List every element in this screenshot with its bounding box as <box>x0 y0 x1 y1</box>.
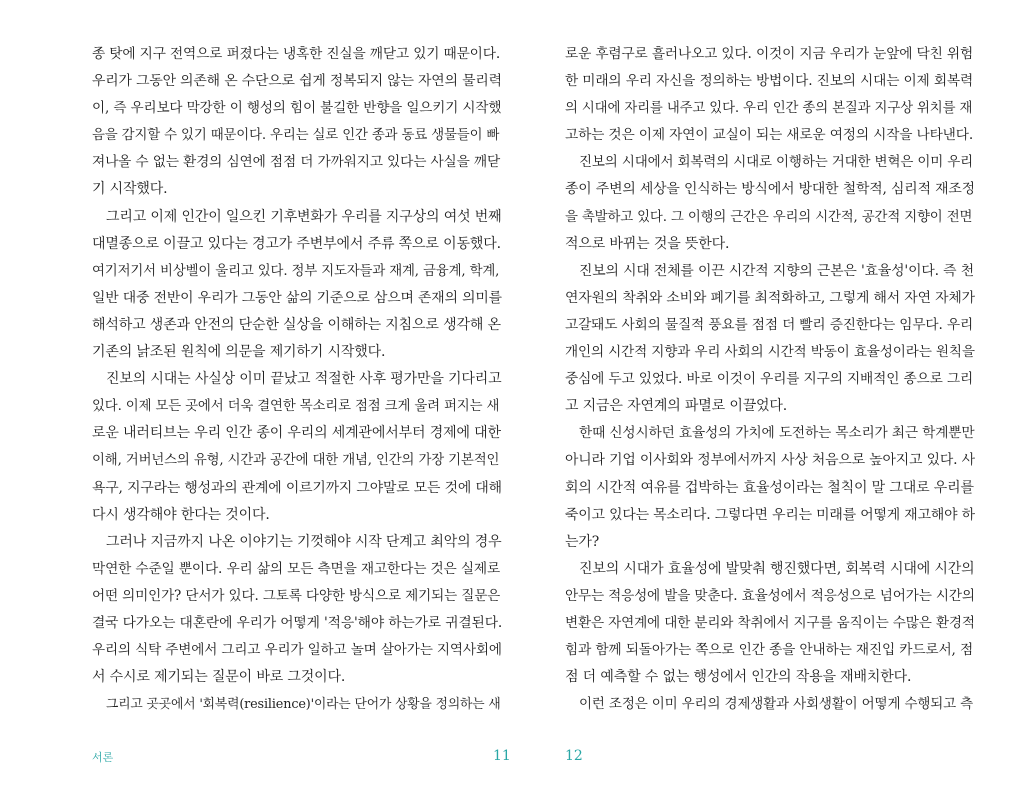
text-line: 결국 다가오는 대혼란에 우리가 어떻게 '적응'해야 하는가로 귀결된다. <box>92 614 503 631</box>
text-line: 점 더 예측할 수 없는 행성에서 인간의 작용을 재배치한다. <box>565 669 912 686</box>
text-line: 다시 생각해야 한다는 것이다. <box>92 506 270 523</box>
text-line: 종 탓에 지구 전역으로 퍼졌다는 냉혹한 진실을 깨닫고 있기 때문이다. <box>92 46 501 62</box>
text-line: 일반 대중 전반이 우리가 그동안 삶의 기준으로 삼으며 존재의 의미를 <box>92 289 502 306</box>
text-line: 대멸종으로 이끌고 있다는 경고가 주변부에서 주류 쪽으로 이동했다. <box>92 235 501 252</box>
text-line: 기 시작했다. <box>92 181 168 198</box>
page-number-right: 12 <box>565 748 583 764</box>
text-line: 진보의 시대 전체를 이끈 시간적 지향의 근본은 '효율성'이다. 즉 천 <box>579 262 974 279</box>
text-line: 한 미래의 우리 자신을 정의하는 방법이다. 진보의 시대는 이제 회복력 <box>565 73 974 90</box>
text-line: 진보의 시대에서 회복력의 시대로 이행하는 거대한 변혁은 이미 우리 <box>579 154 974 171</box>
right-page-text-column <box>565 41 975 718</box>
text-line: 우리가 그동안 의존해 온 수단으로 쉽게 정복되지 않는 자연의 물리력 <box>92 73 502 90</box>
text-line: 욕구, 지구라는 행성과의 관계에 이르기까지 그야말로 모든 것에 대해 <box>92 479 502 496</box>
text-line: 진보의 시대가 효율성에 발맞춰 행진했다면, 회복력 시대에 시간의 <box>579 560 975 577</box>
text-line: 고갈돼도 사회의 물질적 풍요를 점점 더 빨리 증진한다는 임무다. 우리 <box>565 316 974 333</box>
text-line: 한때 신성시하던 효율성의 가치에 도전하는 목소리가 최근 학계뿐만 <box>579 425 975 442</box>
text-line: 의 시대에 자리를 내주고 있다. 우리 인간 종의 본질과 지구상 위치를 재 <box>565 101 973 117</box>
text-line: 져나올 수 없는 환경의 심연에 점점 더 가까워지고 있다는 사실을 깨닫 <box>92 154 501 171</box>
left-page <box>0 0 514 808</box>
text-line: 고 지금은 자연계의 파멸로 이끌었다. <box>565 398 788 415</box>
text-line: 고하는 것은 이제 자연이 교실이 되는 새로운 여정의 시작을 나타낸다. <box>565 127 974 144</box>
text-line: 이해, 거버넌스의 유형, 시간과 공간에 대한 개념, 인간의 가장 기본적인 <box>92 453 500 469</box>
text-line: 아니라 기업 이사회와 정부에서까지 사상 처음으로 높아지고 있다. 사 <box>565 452 975 469</box>
text-line: 적으로 바뀌는 것을 뜻한다. <box>565 235 730 252</box>
left-page-text-column <box>92 41 502 718</box>
text-line: 서 수시로 제기되는 질문이 바로 그것이다. <box>92 669 346 686</box>
text-line: 로운 내러티브는 우리 인간 종이 우리의 세계관에서부터 경제에 대한 <box>92 425 501 442</box>
text-line: 이런 조정은 이미 우리의 경제생활과 사회생활이 어떻게 수행되고 측 <box>579 696 974 713</box>
text-line: 그리고 곳곳에서 '회복력(resilience)'이라는 단어가 상황을 정의하는 새 <box>106 697 501 713</box>
right-page <box>515 0 1029 808</box>
text-line: 우리의 식탁 주변에서 그리고 우리가 일하고 놀며 살아가는 지역사회에 <box>92 642 502 659</box>
text-line: 연자원의 착취와 소비와 폐기를 최적화하고, 그렇게 해서 자연 자체가 <box>565 289 975 306</box>
text-line: 진보의 시대는 사실상 이미 끝났고 적절한 사후 평가만을 기다리고 <box>106 371 502 388</box>
text-line: 종이 주변의 세상을 인식하는 방식에서 방대한 철학적, 심리적 재조정 <box>565 181 975 198</box>
text-line: 는가? <box>565 533 600 550</box>
text-line: 중심에 두고 있었다. 바로 이것이 우리를 지구의 지배적인 종으로 그리 <box>565 371 974 388</box>
text-line: 변환은 자연계에 대한 분리와 착취에서 지구를 움직이는 수많은 환경적 <box>565 614 975 631</box>
text-line: 있다. 이제 모든 곳에서 더욱 결연한 목소리로 점점 크게 울려 퍼지는 새 <box>92 399 500 415</box>
text-line: 여기저기서 비상벨이 울리고 있다. 정부 지도자들과 재계, 금융계, 학계, <box>92 263 500 279</box>
text-line: 그리고 이제 인간이 일으킨 기후변화가 우리를 지구상의 여섯 번째 <box>106 208 502 225</box>
text-line: 을 촉발하고 있다. 그 이행의 근간은 우리의 시간적, 공간적 지향이 전면 <box>565 209 973 225</box>
text-line: 로운 후렴구로 흘러나오고 있다. 이것이 지금 우리가 눈앞에 닥친 위험 <box>565 46 974 62</box>
text-line: 막연한 수준일 뿐이다. 우리 삶의 모든 측면을 재고한다는 것은 실제로 <box>92 560 501 577</box>
text-line: 안무는 적응성에 발을 맞춘다. 효율성에서 적응성으로 넘어가는 시간의 <box>565 587 975 604</box>
running-head: 서론 <box>92 751 114 764</box>
text-line: 죽이고 있다는 목소리다. 그렇다면 우리는 미래를 어떻게 재고해야 하 <box>565 506 975 523</box>
text-line: 그러나 지금까지 나온 이야기는 기껏해야 시작 단계고 최악의 경우 <box>106 533 502 550</box>
text-line: 음을 감지할 수 있기 때문이다. 우리는 실로 인간 종과 동료 생물들이 빠 <box>92 128 500 144</box>
text-line: 힘과 함께 되돌아가는 쪽으로 인간 종을 안내하는 재진입 카드로서, 점 <box>565 642 974 659</box>
text-line: 해석하고 생존과 안전의 단순한 실상을 이해하는 지침으로 생각해 온 <box>92 316 501 333</box>
text-line: 회의 시간적 여유를 겁박하는 효율성이라는 철칙이 말 그대로 우리를 <box>565 479 974 496</box>
text-line: 기존의 낡조된 원칙에 의문을 제기하기 시작했다. <box>92 344 386 361</box>
text-line: 이, 즉 우리보다 막강한 이 행성의 힘이 불길한 반향을 일으키기 시작했 <box>92 100 502 117</box>
page-number-left: 11 <box>493 748 511 764</box>
text-line: 어떤 의미인가? 단서가 있다. 그토록 다양한 방식으로 제기되는 질문은 <box>92 587 501 604</box>
text-line: 개인의 시간적 지향과 우리 사회의 시간적 박동이 효율성이라는 원칙을 <box>565 344 975 361</box>
